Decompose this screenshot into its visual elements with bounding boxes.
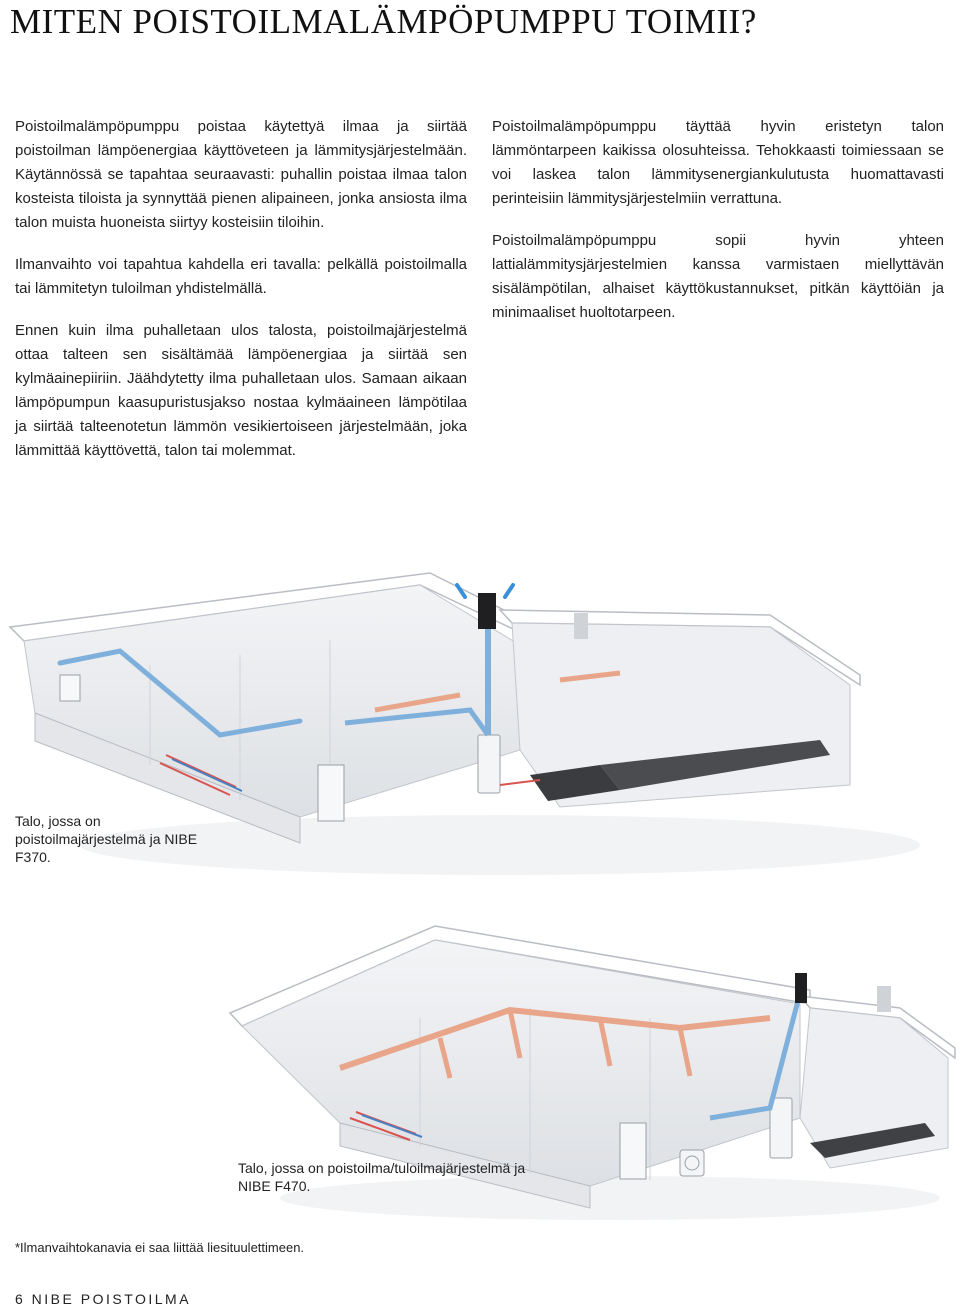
heat-demand-paragraph: Poistoilmalämpöpumppu täyttää hyvin eristetyn talon lämmöntarpeen kaikissa olosuhteissa. Tehokkaasti toimiessaan se voi laskea talon lämmitysenergiankulutusta huomattavasti perinteisiin lämmitysjärjestelmiin verrattuna. bbox=[492, 118, 944, 207]
page-footer: 6 NIBE POISTOILMA bbox=[15, 1291, 192, 1307]
ventilation-paragraph: Ilmanvaihto voi tapahtua kahdella eri tavalla: pelkällä poistoilmalla tai lämmitetyn tuloilman yhdistelmällä. bbox=[15, 256, 467, 297]
figure2-caption: Talo, jossa on poistoilma/tuloilmajärjestelmä ja NIBE F470. bbox=[238, 1160, 526, 1194]
floor-heating-paragraph: Poistoilmalämpöpumppu sopii hyvin yhteen lattialämmitysjärjestelmien kanssa varmistaen miellyttävän sisälämpötilan, alhaiset käyttökustannukset, pitkän käyttöiän ja minimaaliset huoltotarpeen. bbox=[492, 232, 944, 321]
intro-paragraph: Poistoilmalämpöpumppu poistaa käytettyä ilmaa ja siirtää poistoilman lämpöenergiaa käyttöveteen ja lämmitysjärjestelmään. Käytännössä se tapahtaa seuraavasti: puhallin poistaa ilmaa talon kosteista tiloista ja synnyttää pienen alipaineen, jonka ansiosta ilma talon muista huoneista siirtyy kosteisiin tiloihin. bbox=[15, 118, 467, 231]
page-title: MITEN POISTOILMALÄMPÖPUMPPU TOIMII? bbox=[10, 2, 757, 41]
footnote: *Ilmanvaihtokanavia ei saa liittää liesituulettimeen. bbox=[15, 1240, 305, 1255]
heat-recovery-paragraph: Ennen kuin ilma puhalletaan ulos talosta, poistoilmajärjestelmä ottaa talteen sen sisältämää lämpöenergiaa ja siirtää sen kylmäainepiiriin. Jäähdytetty ilma puhalletaan ulos. Samaan aikaan lämpöpumpun kaasupuristusjakso nostaa kylmäaineen lämpötilaa ja siirtää talteenotetun lämmön vesikiertoiseen järjestelmään, joka lämmittää käyttövettä, talon tai molemmat. bbox=[15, 322, 467, 459]
figure1-caption: Talo, jossa on poistoilmajärjestelmä ja NIBE F370. bbox=[15, 813, 198, 865]
